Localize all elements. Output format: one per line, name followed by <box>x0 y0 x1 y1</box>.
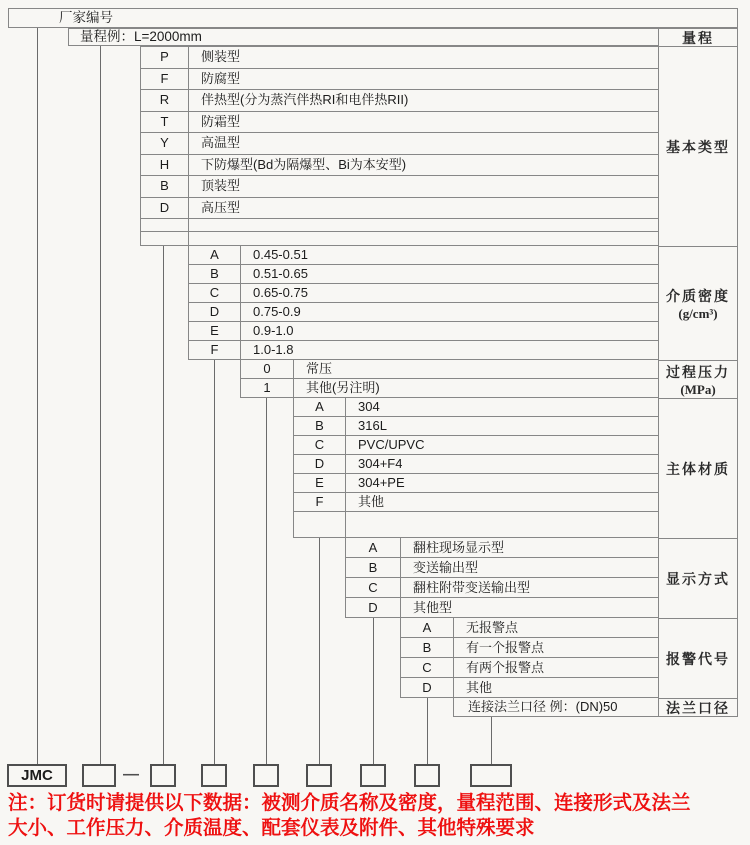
code-cell: H <box>141 155 189 176</box>
code-cell: A <box>294 398 346 416</box>
table-row <box>294 455 658 474</box>
table-row <box>141 69 658 91</box>
table-row <box>189 265 658 284</box>
desc-cell: 其他(另注明) <box>306 380 380 395</box>
table-row <box>346 598 658 618</box>
range-example-box <box>68 28 658 46</box>
code-cell: Y <box>141 133 189 154</box>
code-cell: B <box>141 176 189 197</box>
field-box-density <box>201 764 227 787</box>
label-process-pressure-unit: (MPa) <box>680 381 716 397</box>
label-process-pressure: 过程压力 (MPa) <box>659 361 737 399</box>
table-row <box>141 198 658 220</box>
table-row <box>401 678 658 698</box>
code-cell: C <box>189 284 241 302</box>
code-cell: D <box>141 198 189 219</box>
connector-line-basic-type <box>163 246 164 764</box>
table-row <box>346 538 658 558</box>
desc-cell: 变送输出型 <box>413 560 479 575</box>
section-flange-size <box>453 698 658 717</box>
connector-line-pressure <box>266 398 267 764</box>
desc-cell: 0.51-0.65 <box>253 266 308 281</box>
desc-cell: 304+F4 <box>358 456 403 471</box>
table-row <box>294 436 658 455</box>
section-medium-density <box>188 246 658 360</box>
table-row <box>241 379 658 398</box>
table-row <box>141 90 658 112</box>
code-cell: C <box>294 436 346 454</box>
table-row <box>141 133 658 155</box>
label-display-mode: 显示方式 <box>659 539 737 619</box>
field-box-range <box>82 764 116 787</box>
range-example-text: 量程例：L=2000mm <box>80 29 202 44</box>
table-row <box>141 47 658 69</box>
table-row <box>141 112 658 134</box>
table-row <box>241 360 658 379</box>
desc-cell: 高温型 <box>201 135 241 150</box>
field-box-alarm <box>414 764 440 787</box>
label-alarm-code: 报警代号 <box>659 619 737 699</box>
code-cell: B <box>401 638 454 657</box>
category-label-column <box>658 28 738 717</box>
empty-row <box>141 232 658 246</box>
desc-cell: 304 <box>358 399 380 414</box>
desc-cell: 有两个报警点 <box>466 660 545 675</box>
desc-cell: 其他型 <box>413 600 453 615</box>
label-medium-density: 介质密度 (g/cm³) <box>659 247 737 361</box>
desc-cell: 316L <box>358 418 387 433</box>
connector-line-flange <box>491 717 492 764</box>
label-flange-size: 法兰口径 <box>666 701 730 717</box>
code-cell: A <box>401 618 454 637</box>
code-cell: A <box>189 246 241 264</box>
code-cell: F <box>189 341 241 359</box>
section-body-material <box>293 398 658 538</box>
field-box-pressure <box>253 764 279 787</box>
label-body-material: 主体材质 <box>659 399 737 539</box>
code-cell: D <box>346 598 401 617</box>
code-cell: R <box>141 90 189 111</box>
code-cell: B <box>189 265 241 283</box>
desc-cell: 下防爆型(Bd为隔爆型、Bi为本安型) <box>201 156 407 172</box>
table-row <box>346 558 658 578</box>
desc-cell: 304+PE <box>358 475 405 490</box>
code-cell: D <box>294 455 346 473</box>
table-row <box>294 493 658 512</box>
desc-cell: 常压 <box>306 361 333 376</box>
table-row <box>189 303 658 322</box>
code-cell: C <box>346 578 401 597</box>
section-alarm-code <box>400 618 658 698</box>
table-row <box>189 246 658 265</box>
table-row <box>189 341 658 360</box>
code-cell: F <box>141 69 189 90</box>
section-display-mode <box>345 538 658 618</box>
factory-code-label: 厂家编号 <box>59 10 113 25</box>
desc-cell: 防腐型 <box>201 70 241 86</box>
connector-line-material <box>319 538 320 764</box>
table-row <box>189 284 658 303</box>
table-row <box>401 618 658 638</box>
table-row <box>401 638 658 658</box>
label-medium-density-unit: (g/cm³) <box>678 305 718 321</box>
desc-cell: 0.45-0.51 <box>253 247 308 262</box>
table-row <box>294 474 658 493</box>
desc-cell: 翻柱附带变送输出型 <box>413 580 531 595</box>
connector-line-density <box>214 360 215 764</box>
code-cell: T <box>141 112 189 133</box>
factory-code-box <box>8 8 738 28</box>
desc-cell: 翻柱现场显示型 <box>413 540 505 555</box>
code-cell: F <box>294 493 346 511</box>
table-row <box>294 417 658 436</box>
code-cell: 0 <box>241 360 294 378</box>
code-cell: B <box>294 417 346 435</box>
table-row <box>141 176 658 198</box>
code-cell: D <box>401 678 454 697</box>
code-cell: E <box>294 474 346 492</box>
label-range: 量程 <box>659 29 737 47</box>
desc-cell: 无报警点 <box>466 620 519 635</box>
field-box-flange <box>470 764 512 787</box>
field-box-display <box>360 764 386 787</box>
order-note <box>8 791 748 841</box>
desc-cell: 其他 <box>358 494 385 509</box>
desc-cell: PVC/UPVC <box>358 437 425 452</box>
connector-line-range <box>100 46 101 764</box>
code-cell: 1 <box>241 379 294 397</box>
table-row <box>454 698 658 717</box>
code-cell: E <box>189 322 241 340</box>
code-cell: B <box>346 558 401 577</box>
desc-cell: 顶装型 <box>201 178 241 193</box>
section-basic-type <box>140 46 658 246</box>
code-cell: D <box>189 303 241 321</box>
desc-cell: 侧装型 <box>201 49 241 64</box>
code-cell: P <box>141 47 189 68</box>
order-note-line-1: 注：订货时请提供以下数据：被测介质名称及密度，量程范围、连接形式及法兰 <box>8 792 691 814</box>
section-process-pressure <box>240 360 658 398</box>
desc-cell: 0.9-1.0 <box>253 323 294 338</box>
field-box-material <box>306 764 332 787</box>
desc-cell: 0.75-0.9 <box>253 304 301 319</box>
desc-cell: 高压型 <box>201 199 241 215</box>
table-row <box>189 322 658 341</box>
table-row <box>346 578 658 598</box>
empty-row <box>141 219 658 232</box>
desc-cell: 有一个报警点 <box>466 640 545 655</box>
desc-cell: 伴热型(分为蒸汽伴热RI和电伴热RII) <box>201 92 409 107</box>
connector-line-display <box>373 618 374 764</box>
empty-row <box>294 512 658 538</box>
connector-line-alarm <box>427 698 428 764</box>
label-basic-type: 基本类型 <box>659 47 737 247</box>
table-row <box>401 658 658 678</box>
model-prefix-box <box>7 764 67 787</box>
desc-cell: 其他 <box>466 680 493 695</box>
connector-line-factory-code <box>37 28 38 764</box>
desc-cell: 连接法兰口径 例：(DN)50 <box>468 699 618 714</box>
table-row <box>141 155 658 177</box>
table-row <box>294 398 658 417</box>
code-cell: A <box>346 538 401 557</box>
order-note-line-2: 大小、工作压力、介质温度、配套仪表及附件、其他特殊要求 <box>8 817 535 839</box>
field-box-basic-type <box>150 764 176 787</box>
desc-cell: 1.0-1.8 <box>253 342 294 357</box>
model-prefix-text: JMC <box>21 767 53 784</box>
desc-cell: 防霜型 <box>201 113 241 129</box>
desc-cell: 0.65-0.75 <box>253 285 308 300</box>
dash-separator: — <box>123 766 139 783</box>
code-cell: C <box>401 658 454 677</box>
